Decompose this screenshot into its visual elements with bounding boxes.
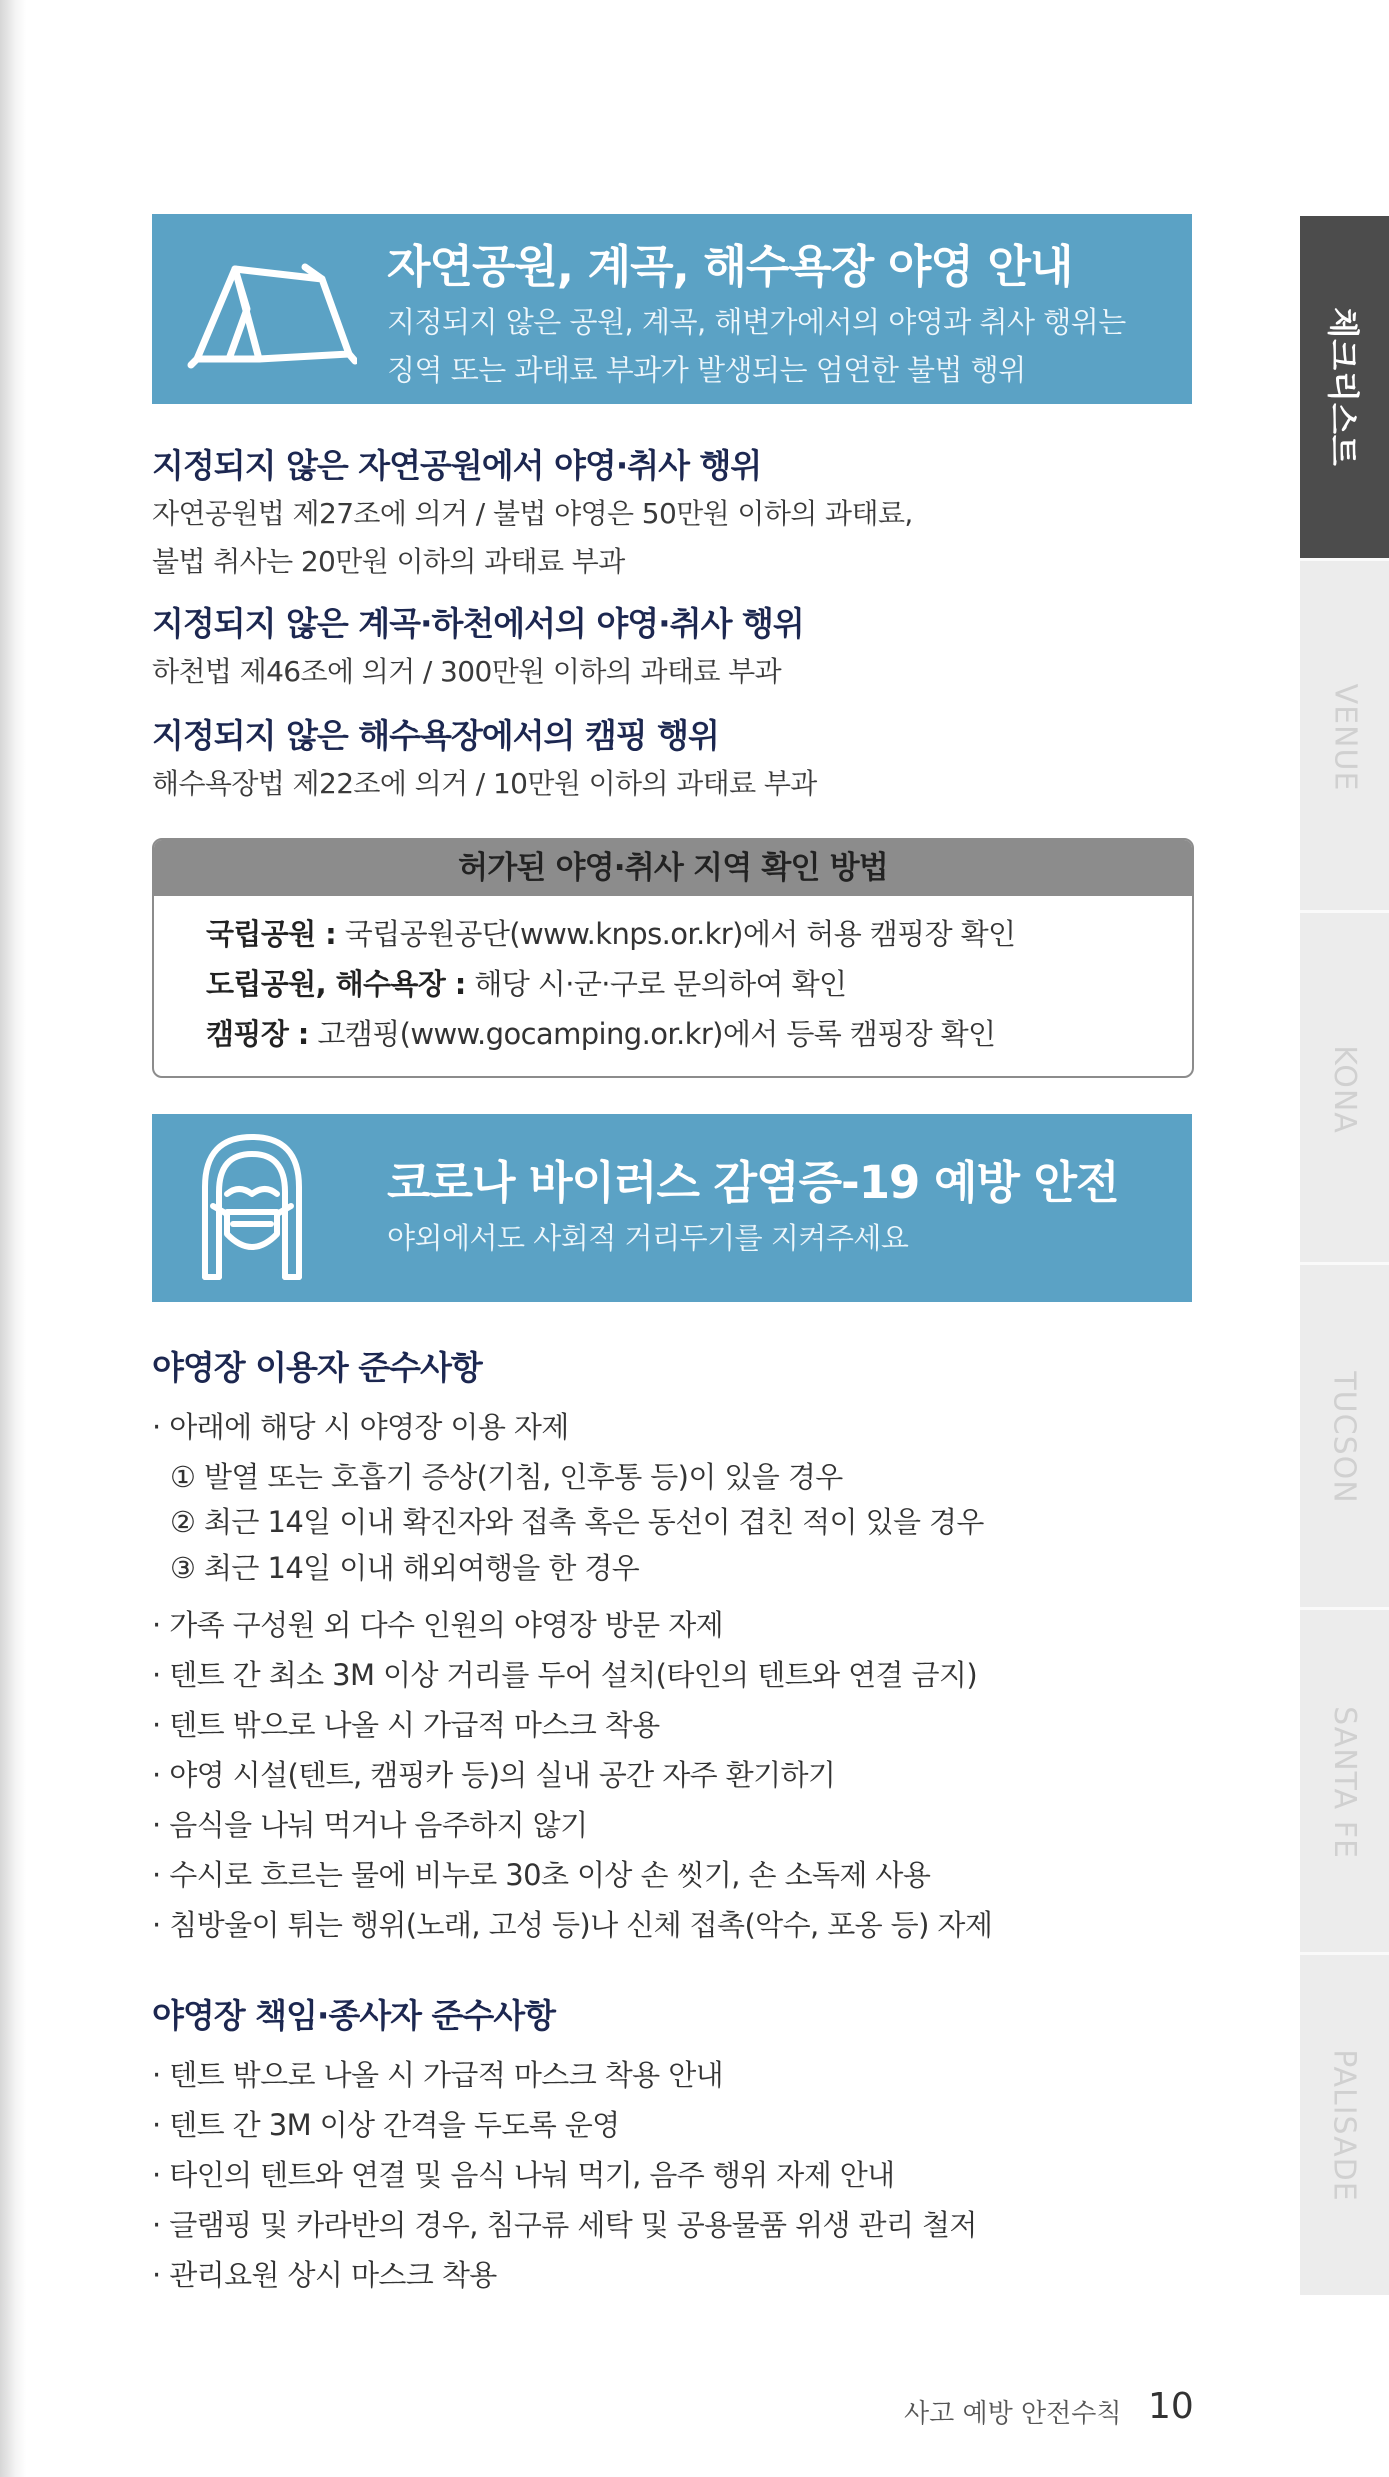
list-item: · 수시로 흐르는 물에 비누로 30초 이상 손 씻기, 손 소독제 사용 xyxy=(152,1858,931,1892)
item-text: 하천법 제46조에 의거 / 300만원 이하의 과태료 부과 xyxy=(152,655,782,688)
camping-subtitle-line-2: 징역 또는 과태료 부과가 발생되는 엄연한 불법 행위 xyxy=(387,353,1026,387)
tab-label: PALISADE xyxy=(1327,2048,1362,2202)
list-item: · 텐트 밖으로 나올 시 가급적 마스크 착용 xyxy=(152,1708,660,1742)
permit-row-label: 국립공원 : xyxy=(206,917,337,951)
permit-row-text: 해당 시·군·구로 문의하여 확인 xyxy=(465,967,847,1001)
permit-row-provincial-park xyxy=(206,962,846,1003)
tab-label: TUCSON xyxy=(1327,1371,1363,1504)
list-item: · 침방울이 튀는 행위(노래, 고성 등)나 신체 접촉(악수, 포옹 등) 자제 xyxy=(152,1908,993,1942)
permit-info-box xyxy=(152,838,1194,1078)
list-item: · 아래에 해당 시 야영장 이용 자제 xyxy=(152,1410,569,1444)
camping-subtitle-line-1: 지정되지 않은 공원, 계곡, 해변가에서의 야영과 취사 행위는 xyxy=(387,305,1126,339)
list-item: · 관리요원 상시 마스크 착용 xyxy=(152,2258,497,2292)
list-item: · 타인의 텐트와 연결 및 음식 나눠 먹기, 음주 행위 자제 안내 xyxy=(152,2158,895,2192)
permit-row-campsite xyxy=(206,1012,995,1053)
covid-title: 코로나 바이러스 감염증-19 예방 안전 xyxy=(387,1156,1119,1209)
tab-tucson[interactable] xyxy=(1300,1262,1389,1610)
tab-venue[interactable] xyxy=(1300,558,1389,913)
masked-person-icon xyxy=(197,1132,307,1282)
tab-label: SANTA FE xyxy=(1327,1706,1362,1859)
camping-banner xyxy=(152,214,1192,404)
list-item: ① 발열 또는 호흡기 증상(기침, 인후통 등)이 있을 경우 xyxy=(170,1460,843,1494)
tab-label: KONA xyxy=(1326,1044,1362,1134)
tab-palisade[interactable] xyxy=(1300,1952,1389,2295)
tab-label: VENUE xyxy=(1327,683,1362,791)
tab-label: 체크리스트 xyxy=(1323,307,1362,467)
permit-box-title: 허가된 야영·취사 지역 확인 방법 xyxy=(154,840,1192,896)
list-item: · 텐트 간 3M 이상 간격을 두도록 운영 xyxy=(152,2108,620,2142)
item-text: 자연공원법 제27조에 의거 / 불법 야영은 50만원 이하의 과태료, xyxy=(152,497,913,530)
list-item: · 음식을 나눠 먹거나 음주하지 않기 xyxy=(152,1808,588,1842)
item-heading-nature-park: 지정되지 않은 자연공원에서 야영·취사 행위 xyxy=(152,446,762,485)
user-rules-heading: 야영장 이용자 준수사항 xyxy=(152,1348,482,1387)
tab-santa-fe[interactable] xyxy=(1300,1607,1389,1955)
list-item: · 야영 시설(텐트, 캠핑카 등)의 실내 공간 자주 환기하기 xyxy=(152,1758,836,1792)
item-text: 해수욕장법 제22조에 의거 / 10만원 이하의 과태료 부과 xyxy=(152,767,817,800)
staff-rules-heading: 야영장 책임·종사자 준수사항 xyxy=(152,1996,556,2035)
list-item: · 가족 구성원 외 다수 인원의 야영장 방문 자제 xyxy=(152,1608,724,1642)
item-text: 불법 취사는 20만원 이하의 과태료 부과 xyxy=(152,545,625,578)
covid-banner xyxy=(152,1114,1192,1302)
permit-row-national-park xyxy=(206,912,1015,953)
list-item: ② 최근 14일 이내 확진자와 접촉 혹은 동선이 겹친 적이 있을 경우 xyxy=(170,1505,984,1539)
camping-subtitle xyxy=(387,298,1126,394)
list-item: · 텐트 밖으로 나올 시 가급적 마스크 착용 안내 xyxy=(152,2058,724,2092)
list-item: ③ 최근 14일 이내 해외여행을 한 경우 xyxy=(170,1551,640,1585)
permit-row-label: 캠핑장 : xyxy=(206,1017,309,1051)
list-item: · 글램핑 및 카라반의 경우, 침구류 세탁 및 공용물품 위생 관리 철저 xyxy=(152,2208,977,2242)
page-number: 10 xyxy=(1148,2386,1194,2427)
page-edge-shadow xyxy=(0,0,26,2477)
tab-kona[interactable] xyxy=(1300,910,1389,1265)
item-heading-beach: 지정되지 않은 해수욕장에서의 캠핑 행위 xyxy=(152,716,719,755)
camping-title: 자연공원, 계곡, 해수욕장 야영 안내 xyxy=(387,240,1073,293)
covid-subtitle: 야외에서도 사회적 거리두기를 지켜주세요 xyxy=(387,1221,909,1255)
permit-row-text: 국립공원공단(www.knps.or.kr)에서 허용 캠핑장 확인 xyxy=(336,917,1016,951)
footer-section-label: 사고 예방 안전수칙 xyxy=(904,2399,1122,2429)
permit-row-label: 도립공원, 해수욕장 : xyxy=(206,967,466,1001)
tent-icon xyxy=(187,249,357,374)
permit-row-text: 고캠핑(www.gocamping.or.kr)에서 등록 캠핑장 확인 xyxy=(308,1017,996,1051)
tab-checklist[interactable] xyxy=(1300,216,1389,558)
item-heading-valley: 지정되지 않은 계곡·하천에서의 야영·취사 행위 xyxy=(152,604,804,643)
list-item: · 텐트 간 최소 3M 이상 거리를 두어 설치(타인의 텐트와 연결 금지) xyxy=(152,1658,978,1692)
